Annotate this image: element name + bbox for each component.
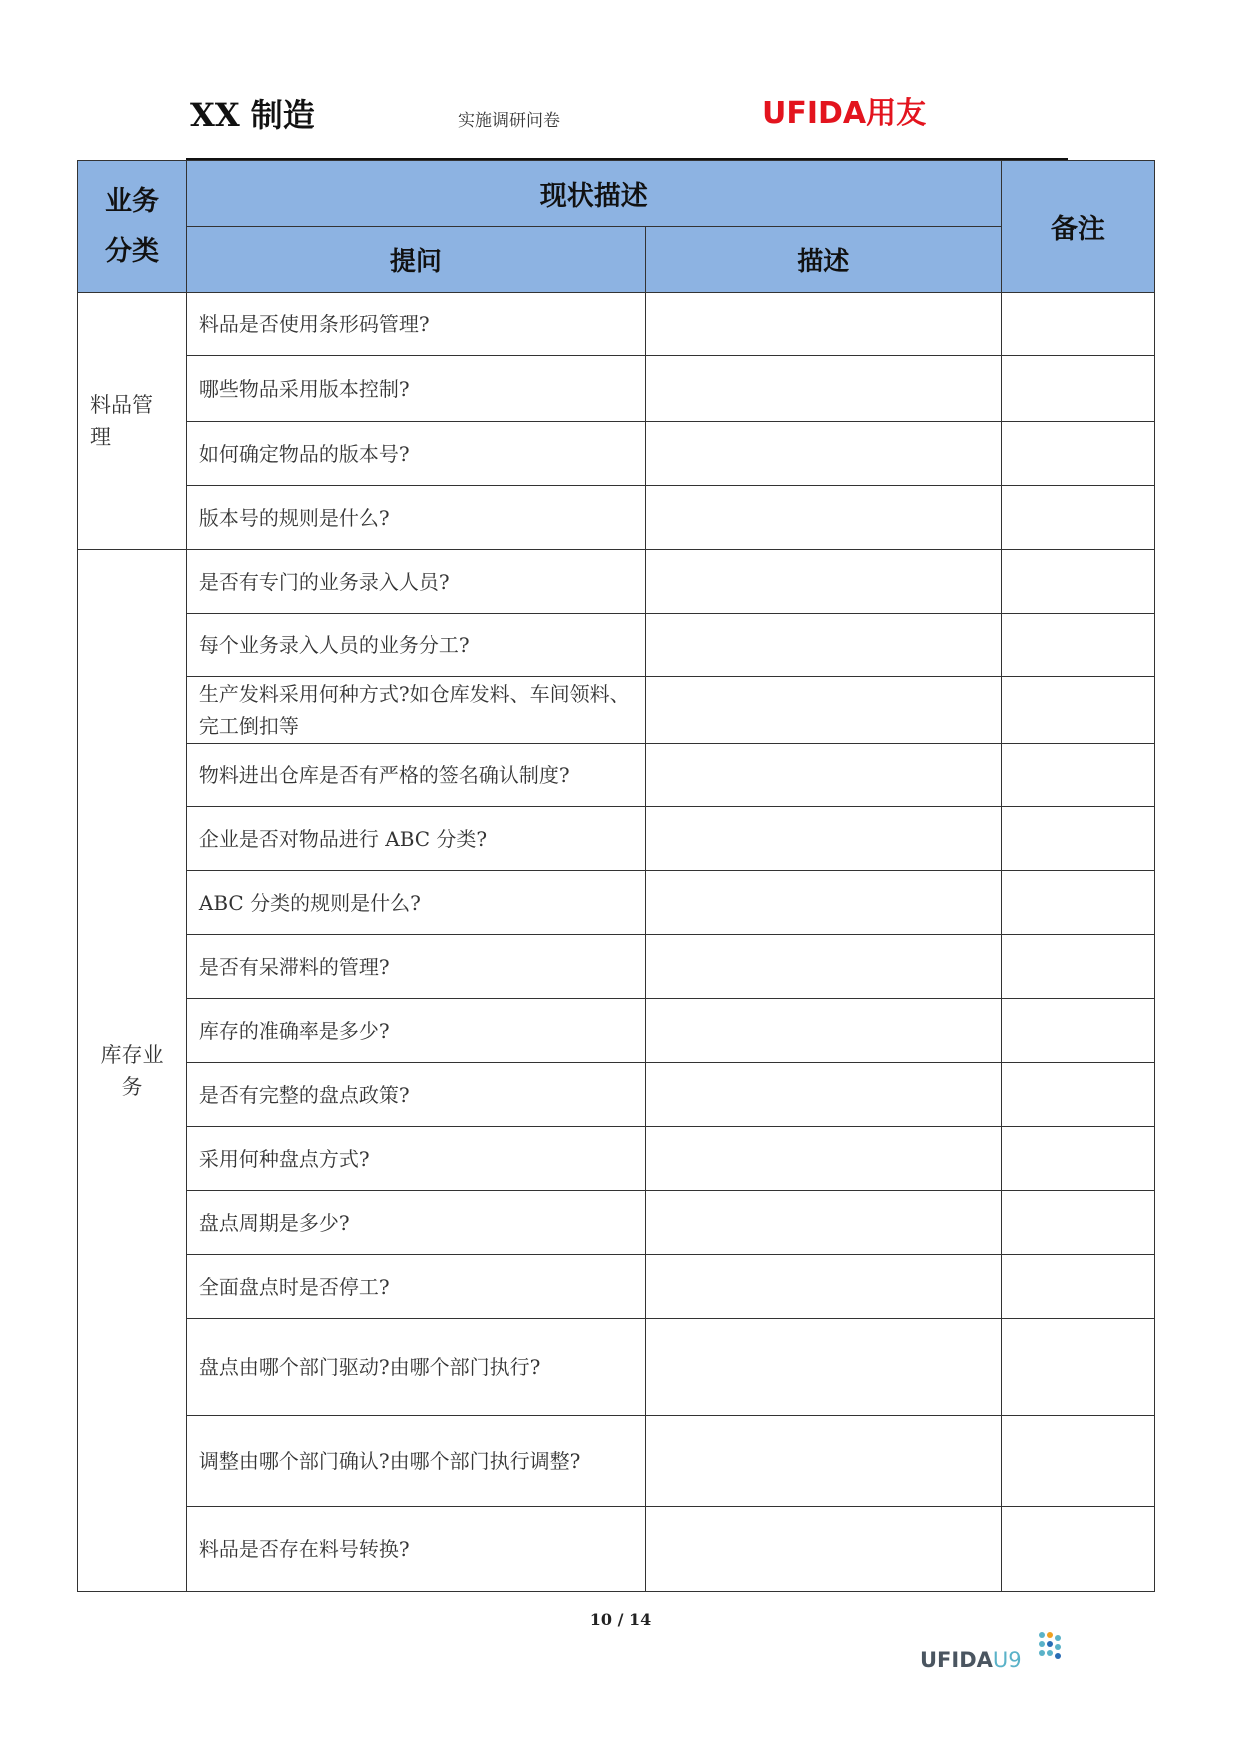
remarks-cell[interactable] (1001, 422, 1154, 486)
remarks-cell[interactable] (1001, 744, 1154, 807)
question-cell: 盘点周期是多少? (186, 1191, 645, 1255)
table-row (78, 999, 1155, 1063)
question-cell: 每个业务录入人员的业务分工? (186, 614, 645, 677)
question-cell: 是否有呆滞料的管理? (186, 935, 645, 999)
page-number: 10 / 14 (589, 1610, 652, 1629)
description-cell[interactable] (645, 1191, 1001, 1255)
table-row (78, 935, 1155, 999)
description-cell[interactable] (645, 1319, 1001, 1416)
table-row (78, 486, 1155, 550)
table-row (78, 677, 1155, 744)
description-cell[interactable] (645, 744, 1001, 807)
ufida-u9-logo (920, 1648, 1022, 1672)
description-cell[interactable] (645, 807, 1001, 871)
question-cell: 如何确定物品的版本号? (186, 422, 645, 486)
survey-table (77, 160, 1155, 1592)
table-subheader-row (78, 227, 1155, 293)
remarks-cell[interactable] (1001, 1507, 1154, 1592)
header-status: 现状描述 (186, 161, 1001, 227)
table-row (78, 1416, 1155, 1507)
header-category (78, 161, 187, 293)
table-row (78, 1127, 1155, 1191)
remarks-cell[interactable] (1001, 486, 1154, 550)
remarks-cell[interactable] (1001, 1191, 1154, 1255)
question-cell: 版本号的规则是什么? (186, 486, 645, 550)
header-category-line2: 分类 (104, 235, 159, 267)
table-row (78, 1063, 1155, 1127)
header-category-line1: 业务 (104, 185, 159, 217)
header-description: 描述 (645, 227, 1001, 293)
page-header (0, 0, 1241, 160)
table-row (78, 356, 1155, 422)
question-cell: 企业是否对物品进行 ABC 分类? (186, 807, 645, 871)
description-cell[interactable] (645, 935, 1001, 999)
remarks-cell[interactable] (1001, 1319, 1154, 1416)
category-cell (78, 550, 187, 1592)
description-cell[interactable] (645, 1416, 1001, 1507)
category-cell (78, 293, 187, 550)
table-row (78, 1507, 1155, 1592)
ufida-logo: UFIDA用友 (762, 96, 927, 131)
category-line2: 理 (90, 425, 111, 449)
remarks-cell[interactable] (1001, 356, 1154, 422)
logo-text: UFIDA (920, 1648, 993, 1672)
table-row (78, 1255, 1155, 1319)
question-cell: 盘点由哪个部门驱动?由哪个部门执行? (186, 1319, 645, 1416)
description-cell[interactable] (645, 486, 1001, 550)
remarks-cell[interactable] (1001, 550, 1154, 614)
question-cell: 是否有完整的盘点政策? (186, 1063, 645, 1127)
logo-suffix: U9 (992, 1648, 1022, 1672)
table-row (78, 614, 1155, 677)
question-cell: 库存的准确率是多少? (186, 999, 645, 1063)
description-cell[interactable] (645, 550, 1001, 614)
table-row (78, 550, 1155, 614)
question-cell: 料品是否存在料号转换? (186, 1507, 645, 1592)
remarks-cell[interactable] (1001, 871, 1154, 935)
table-row (78, 1191, 1155, 1255)
table-row (78, 293, 1155, 356)
question-cell: 生产发料采用何种方式?如仓库发料、车间领料、完工倒扣等 (186, 677, 645, 744)
question-cell: 料品是否使用条形码管理? (186, 293, 645, 356)
table-row (78, 807, 1155, 871)
remarks-cell[interactable] (1001, 677, 1154, 744)
question-cell: 采用何种盘点方式? (186, 1127, 645, 1191)
remarks-cell[interactable] (1001, 1063, 1154, 1127)
description-cell[interactable] (645, 614, 1001, 677)
table-row (78, 744, 1155, 807)
question-cell: 物料进出仓库是否有严格的签名确认制度? (186, 744, 645, 807)
description-cell[interactable] (645, 999, 1001, 1063)
description-cell[interactable] (645, 1127, 1001, 1191)
description-cell[interactable] (645, 677, 1001, 744)
description-cell[interactable] (645, 293, 1001, 356)
header-question: 提问 (186, 227, 645, 293)
remarks-cell[interactable] (1001, 1127, 1154, 1191)
table-row (78, 422, 1155, 486)
category-line1: 库存业 (100, 1042, 164, 1067)
category-line2: 务 (121, 1074, 143, 1099)
remarks-cell[interactable] (1001, 999, 1154, 1063)
description-cell[interactable] (645, 1063, 1001, 1127)
remarks-cell[interactable] (1001, 1416, 1154, 1507)
category-line1: 料品管 (90, 393, 153, 417)
header-remarks: 备注 (1001, 161, 1154, 293)
remarks-cell[interactable] (1001, 293, 1154, 356)
remarks-cell[interactable] (1001, 614, 1154, 677)
table-header-row (78, 161, 1155, 227)
description-cell[interactable] (645, 422, 1001, 486)
question-cell: 是否有专门的业务录入人员? (186, 550, 645, 614)
description-cell[interactable] (645, 356, 1001, 422)
logo-dots-icon (1036, 1630, 1066, 1666)
remarks-cell[interactable] (1001, 935, 1154, 999)
question-cell: 全面盘点时是否停工? (186, 1255, 645, 1319)
company-title: XX 制造 (190, 96, 315, 134)
question-cell: 哪些物品采用版本控制? (186, 356, 645, 422)
remarks-cell[interactable] (1001, 807, 1154, 871)
table-row (78, 1319, 1155, 1416)
question-cell: 调整由哪个部门确认?由哪个部门执行调整? (186, 1416, 645, 1507)
document-subtitle: 实施调研问卷 (458, 111, 560, 131)
question-cell: ABC 分类的规则是什么? (186, 871, 645, 935)
table-row (78, 871, 1155, 935)
description-cell[interactable] (645, 871, 1001, 935)
description-cell[interactable] (645, 1255, 1001, 1319)
description-cell[interactable] (645, 1507, 1001, 1592)
remarks-cell[interactable] (1001, 1255, 1154, 1319)
